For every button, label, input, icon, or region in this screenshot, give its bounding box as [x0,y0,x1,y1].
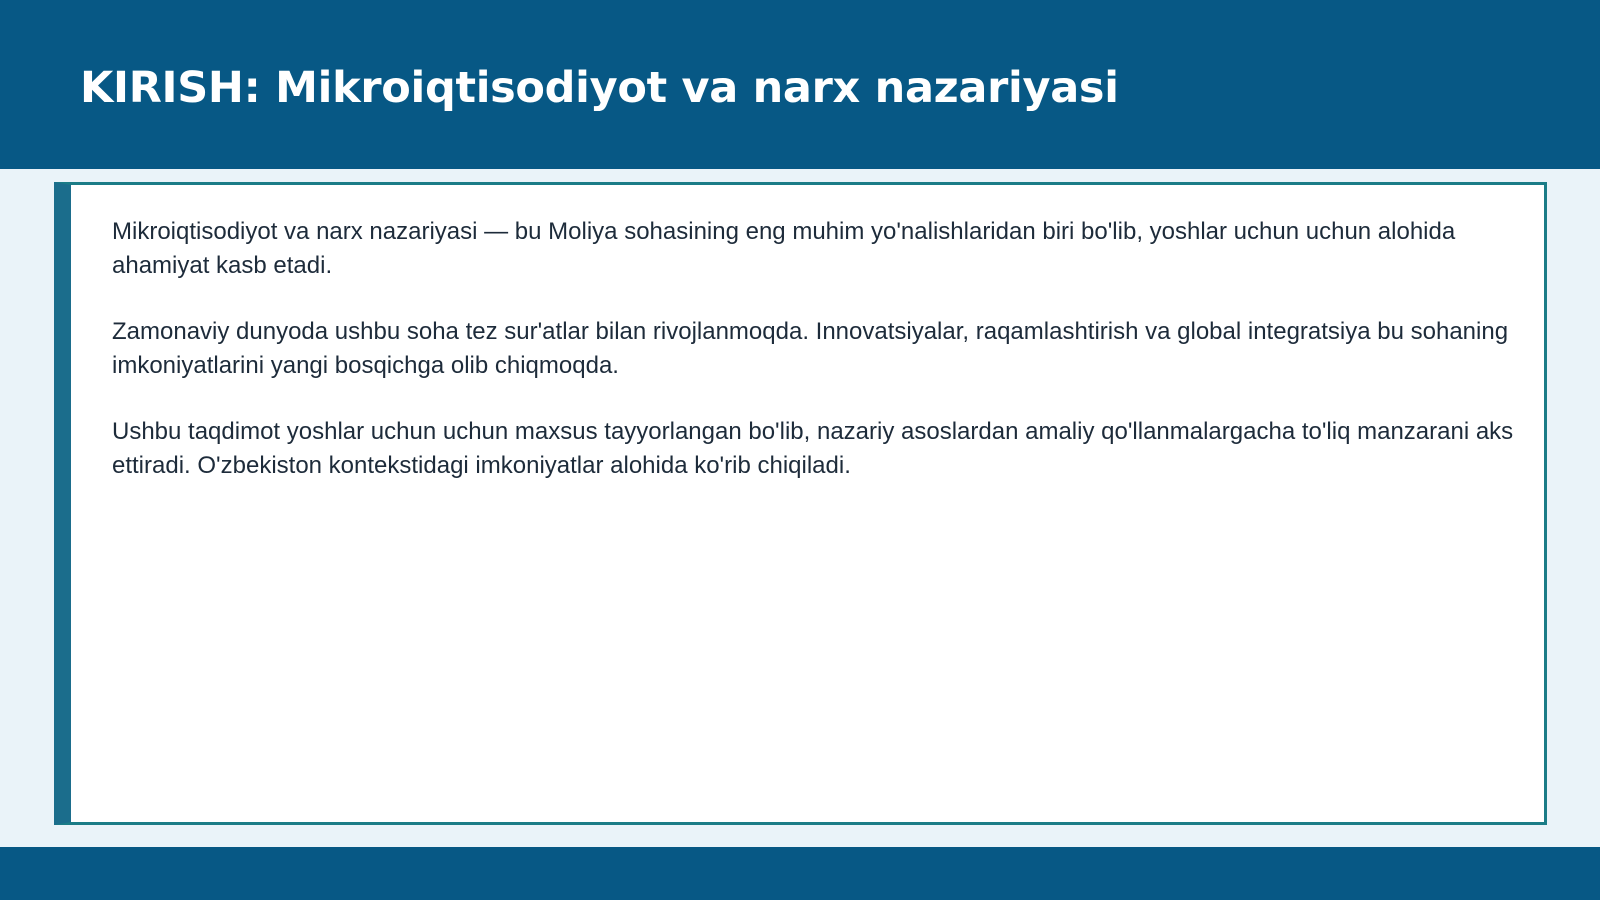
slide-footer [0,847,1600,900]
intro-paragraph: Mikroiqtisodiyot va narx nazariyasi — bu Moliya sohasining eng muhim yo'nalishlaridan biri bo'lib, yoshlar uchun uchun alohida ahamiyat kasb etadi. [112,218,1456,279]
content-card [54,182,1547,825]
presentation-paragraph: Ushbu taqdimot yoshlar uchun uchun maxsus tayyorlangan bo'lib, nazariy asoslardan amaliy qo'llanmalargacha to'liq manzarani aks ettiradi. O'zbekiston kontekstidagi imkoniyatlar alohida ko'rib chiqiladi. [112,418,1514,479]
slide-header [0,0,1600,169]
slide-title: KIRISH: Mikroiqtisodiyot va narx nazariyasi [80,63,1119,113]
development-paragraph: Zamonaviy dunyoda ushbu soha tez sur'atlar bilan rivojlanmoqda. Innovatsiyalar, raqamlashtirish va global integratsiya bu sohaning imkoniyatlarini yangi bosqichga olib chiqmoqda. [112,318,1509,379]
